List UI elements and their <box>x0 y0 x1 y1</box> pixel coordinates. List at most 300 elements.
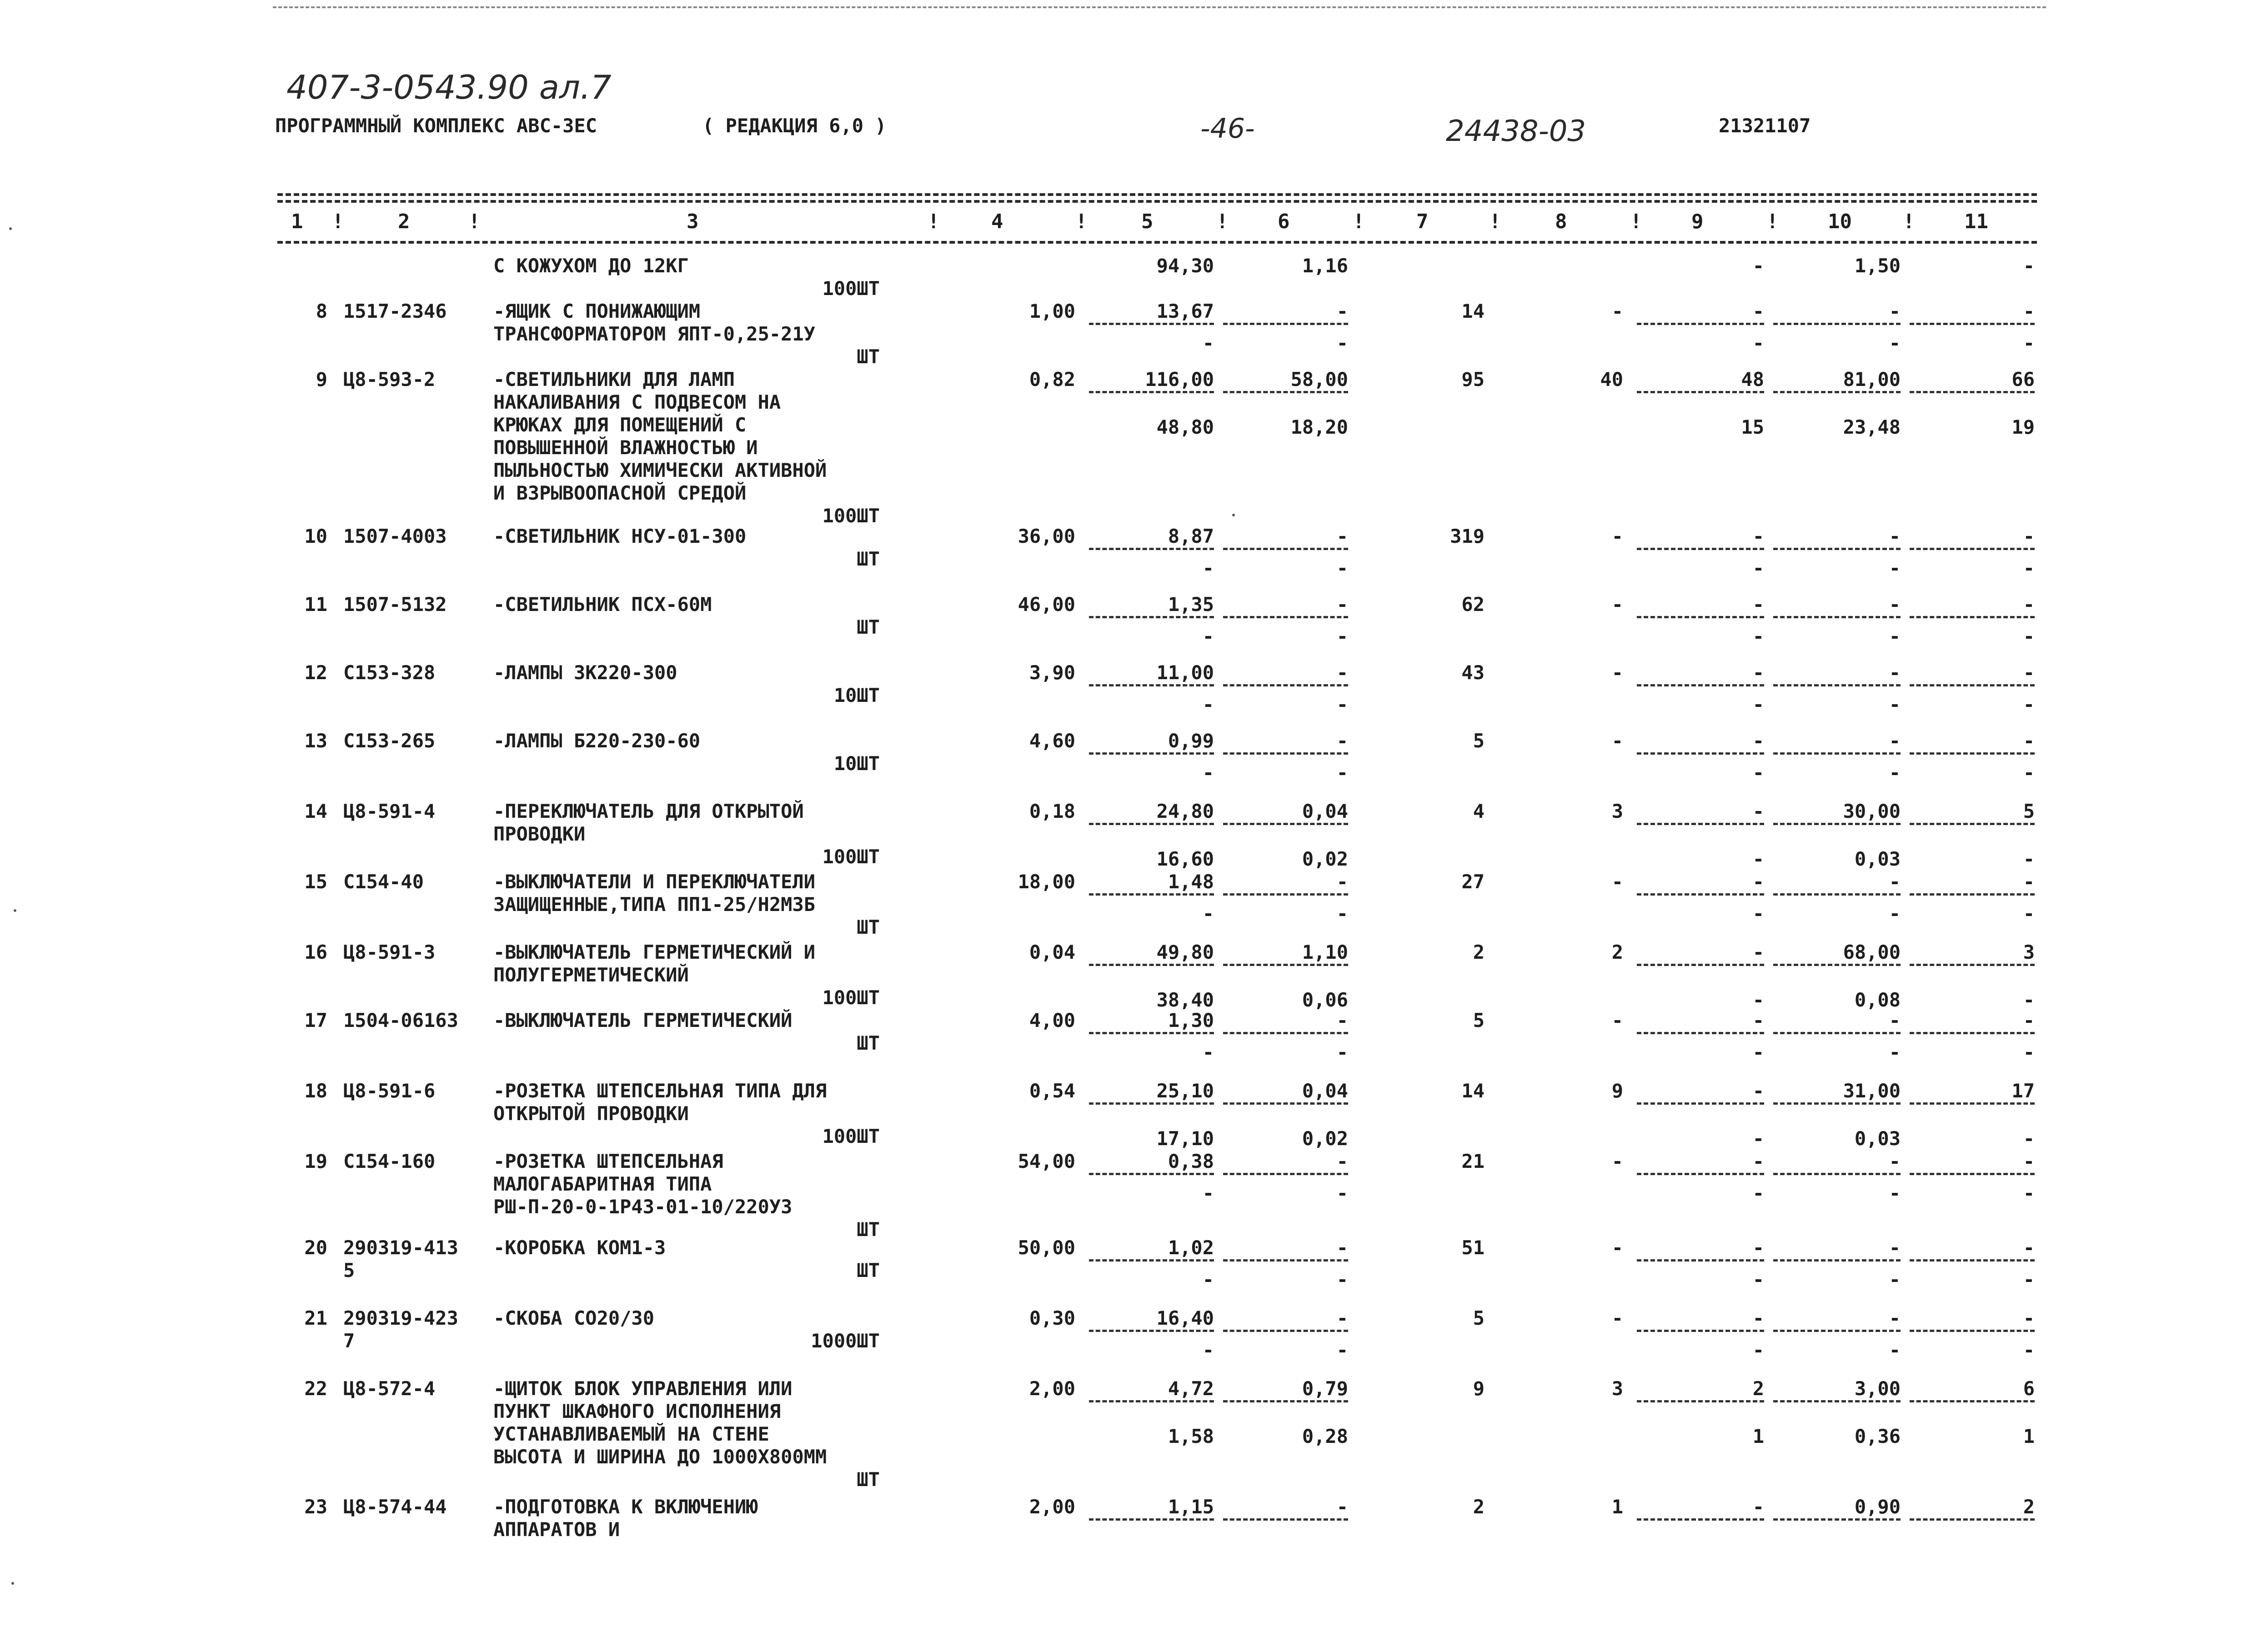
row-description: ПОВЫШЕННОЙ ВЛАЖНОСТЬЮ И <box>493 436 758 459</box>
col8-value: - <box>1611 871 1623 893</box>
col8-value: 2 <box>1611 941 1623 963</box>
col9-value: 48 <box>1741 368 1764 390</box>
row-number: 18 <box>304 1080 327 1102</box>
cell-underline <box>1223 1518 1348 1521</box>
handwritten-code: 407-3-0543.90 ал.7 <box>286 68 612 106</box>
col9-subvalue: - <box>1752 902 1764 925</box>
cell-underline <box>1637 1173 1764 1175</box>
cell-underline <box>1773 1032 1901 1034</box>
col9-value: - <box>1752 255 1764 277</box>
cell-underline <box>1637 1330 1764 1332</box>
col7-value: 319 <box>1450 525 1485 547</box>
row-code: С153-328 <box>343 661 436 684</box>
col7-value: 14 <box>1461 1080 1485 1102</box>
handwritten-doc-number: 24438-03 <box>1446 115 1586 148</box>
col11-subvalue: - <box>2023 332 2035 354</box>
col6-subvalue: - <box>1336 761 1348 784</box>
col7-value: 5 <box>1473 1009 1485 1031</box>
row-unit: 100ШТ <box>822 1125 880 1147</box>
col6-subvalue: 0,02 <box>1302 1127 1348 1150</box>
cell-underline <box>1089 1032 1214 1034</box>
col7-value: 51 <box>1461 1236 1485 1259</box>
row-code: 1507-5132 <box>343 593 447 616</box>
col11-value: - <box>2023 300 2035 322</box>
col11-value: - <box>2023 593 2035 616</box>
col5-subvalue: 38,40 <box>1156 989 1214 1011</box>
cell-underline <box>1773 1259 1901 1262</box>
col10-subvalue: - <box>1889 332 1901 354</box>
cell-underline <box>1910 1400 2035 1402</box>
col10-value: 0,90 <box>1854 1496 1901 1518</box>
scan-speck <box>1232 514 1235 516</box>
col10-value: 31,00 <box>1843 1080 1901 1102</box>
row-code: Ц8-591-4 <box>343 800 436 822</box>
row-description: УСТАНАВЛИВАЕМЫЙ НА СТЕНЕ <box>493 1423 769 1445</box>
row-code: 1507-4003 <box>343 525 447 547</box>
col10-subvalue: 0,03 <box>1854 1127 1901 1150</box>
col10-value: - <box>1889 730 1901 752</box>
col6-value: - <box>1336 525 1348 547</box>
col10-value: 3,00 <box>1854 1377 1901 1400</box>
row-code: Ц8-591-6 <box>343 1080 436 1102</box>
col6-value: 0,04 <box>1302 1080 1348 1102</box>
cell-underline <box>1910 1518 2035 1521</box>
col11-value: 17 <box>2011 1080 2035 1102</box>
row-description: -ПЕРЕКЛЮЧАТЕЛЬ ДЛЯ ОТКРЫТОЙ <box>493 800 804 822</box>
col5-subvalue: - <box>1202 332 1214 354</box>
col5-value: 24,80 <box>1156 800 1214 822</box>
col9-subvalue: - <box>1752 1041 1764 1063</box>
col9-value: - <box>1752 1307 1764 1329</box>
col4-value: 1,00 <box>1029 300 1075 322</box>
col11-subvalue: - <box>2023 848 2035 870</box>
col9-value: - <box>1752 1496 1764 1518</box>
col9-subvalue: - <box>1752 989 1764 1011</box>
row-description: -СВЕТИЛЬНИК НСУ-01-300 <box>493 525 747 547</box>
row-description: ПОЛУГЕРМЕТИЧЕСКИЙ <box>493 964 689 986</box>
row-description: КРЮКАХ ДЛЯ ПОМЕЩЕНИЙ С <box>493 414 747 436</box>
row-description: -ВЫКЛЮЧАТЕЛИ И ПЕРЕКЛЮЧАТЕЛИ <box>493 871 816 893</box>
col-header-11: 11 <box>1964 210 1988 233</box>
col8-value: 9 <box>1611 1080 1623 1102</box>
col9-value: - <box>1752 525 1764 547</box>
col9-value: - <box>1752 1009 1764 1031</box>
col8-value: - <box>1611 1236 1623 1259</box>
cell-underline <box>1637 964 1764 966</box>
row-description: С КОЖУХОМ ДО 12КГ <box>493 255 689 277</box>
cell-underline <box>1910 548 2035 550</box>
cell-underline <box>1089 391 1214 393</box>
col-header-sep: ! <box>468 210 481 233</box>
cell-underline <box>1773 752 1901 755</box>
col4-value: 0,04 <box>1029 941 1075 963</box>
cell-underline <box>1223 893 1348 896</box>
col5-subvalue: - <box>1202 1268 1214 1291</box>
cell-underline <box>1910 323 2035 325</box>
col7-value: 5 <box>1473 1307 1485 1329</box>
col5-subvalue: 48,80 <box>1156 416 1214 438</box>
col4-value: 0,18 <box>1029 800 1075 822</box>
cell-underline <box>1910 1330 2035 1332</box>
cell-underline <box>1773 1102 1901 1105</box>
col5-value: 0,38 <box>1168 1150 1214 1172</box>
col11-subvalue: - <box>2023 761 2035 784</box>
col6-value: 58,00 <box>1290 368 1348 390</box>
row-description: ТРАНСФОРМАТОРОМ ЯПТ-0,25-21У <box>493 323 816 345</box>
row-description: ПЫЛЬНОСТЬЮ ХИМИЧЕСКИ АКТИВНОЙ <box>493 459 827 481</box>
col9-value: 2 <box>1752 1377 1764 1400</box>
row-description: -ЛАМПЫ Б220-230-60 <box>493 730 701 752</box>
col9-subvalue: - <box>1752 1127 1764 1150</box>
cell-underline <box>1223 1330 1348 1332</box>
col5-value: 16,40 <box>1156 1307 1214 1329</box>
cell-underline <box>1089 1259 1214 1262</box>
col11-subvalue: 1 <box>2023 1425 2035 1447</box>
row-description: -РОЗЕТКА ШТЕПСЕЛЬНАЯ <box>493 1150 723 1172</box>
col10-subvalue: - <box>1889 761 1901 784</box>
cell-underline <box>1637 616 1764 618</box>
cell-underline <box>1223 1032 1348 1034</box>
row-number: 17 <box>304 1009 327 1031</box>
col6-subvalue: 18,20 <box>1290 416 1348 438</box>
cell-underline <box>1910 752 2035 755</box>
col9-subvalue: - <box>1752 848 1764 870</box>
col8-value: - <box>1611 661 1623 684</box>
cell-underline <box>1910 893 2035 896</box>
cell-underline <box>1223 323 1348 325</box>
col9-value: - <box>1752 871 1764 893</box>
cell-underline <box>1637 1032 1764 1034</box>
col10-subvalue: - <box>1889 902 1901 925</box>
col6-value: - <box>1336 593 1348 616</box>
cell-underline <box>1773 893 1901 896</box>
cell-underline <box>1223 684 1348 686</box>
cell-underline <box>1773 823 1901 825</box>
row-code: С154-160 <box>343 1150 436 1172</box>
col-header-9: 9 <box>1691 210 1704 233</box>
col10-subvalue: - <box>1889 1339 1901 1361</box>
col4-value: 54,00 <box>1018 1150 1075 1172</box>
row-unit: ШТ <box>857 1218 880 1241</box>
col8-value: - <box>1611 1009 1623 1031</box>
col6-subvalue: - <box>1336 693 1348 716</box>
col8-value: 3 <box>1611 800 1623 822</box>
row-number: 23 <box>304 1496 327 1518</box>
col6-value: 1,16 <box>1302 255 1348 277</box>
cell-underline <box>1910 823 2035 825</box>
col7-value: 14 <box>1461 300 1485 322</box>
cell-underline <box>1089 752 1214 755</box>
col11-subvalue: - <box>2023 693 2035 716</box>
cell-underline <box>1637 684 1764 686</box>
col9-value: - <box>1752 1150 1764 1172</box>
cell-underline <box>1773 1518 1901 1521</box>
row-code: 1504-06163 <box>343 1009 458 1031</box>
col4-value: 46,00 <box>1018 593 1075 616</box>
col9-subvalue: 15 <box>1741 416 1764 438</box>
row-number: 10 <box>304 525 327 547</box>
cell-underline <box>1223 1259 1348 1262</box>
row-code-continued: 5 <box>343 1259 355 1282</box>
row-number: 12 <box>304 661 327 684</box>
col4-value: 0,82 <box>1029 368 1075 390</box>
cell-underline <box>1223 964 1348 966</box>
col9-subvalue: - <box>1752 761 1764 784</box>
col5-subvalue: - <box>1202 761 1214 784</box>
cell-underline <box>1773 391 1901 393</box>
cell-underline <box>1773 616 1901 618</box>
cell-underline <box>1089 1518 1214 1521</box>
col10-subvalue: 0,08 <box>1854 989 1901 1011</box>
col11-value: - <box>2023 1150 2035 1172</box>
cell-underline <box>1637 752 1764 755</box>
cell-underline <box>1637 823 1764 825</box>
row-number: 15 <box>304 871 327 893</box>
col6-subvalue: - <box>1336 557 1348 579</box>
col6-subvalue: - <box>1336 1182 1348 1204</box>
row-unit: ШТ <box>857 345 880 368</box>
row-unit: ШТ <box>857 1468 880 1491</box>
col8-value: - <box>1611 730 1623 752</box>
col9-subvalue: - <box>1752 1339 1764 1361</box>
col-header-1: 1 <box>291 210 303 233</box>
col5-value: 116,00 <box>1145 368 1214 390</box>
row-code-continued: 7 <box>343 1330 355 1352</box>
cell-underline <box>1089 964 1214 966</box>
cell-underline <box>1773 548 1901 550</box>
col11-value: - <box>2023 1307 2035 1329</box>
col-header-8: 8 <box>1555 210 1567 233</box>
col11-value: 2 <box>2023 1496 2035 1518</box>
col8-value: - <box>1611 1307 1623 1329</box>
col6-subvalue: 0,28 <box>1302 1425 1348 1447</box>
col-header-sep: ! <box>1489 210 1501 233</box>
col5-subvalue: - <box>1202 1182 1214 1204</box>
col6-subvalue: - <box>1336 902 1348 925</box>
col5-subvalue: - <box>1202 625 1214 647</box>
cell-underline <box>1223 1173 1348 1175</box>
col5-subvalue: - <box>1202 557 1214 579</box>
col4-value: 4,60 <box>1029 730 1075 752</box>
col11-value: - <box>2023 1236 2035 1259</box>
cell-underline <box>1910 1032 2035 1034</box>
row-description: ПРОВОДКИ <box>493 823 586 845</box>
col-header-sep: ! <box>1903 210 1915 233</box>
col-header-3: 3 <box>687 210 699 233</box>
row-description: -СВЕТИЛЬНИКИ ДЛЯ ЛАМП <box>493 368 735 390</box>
row-description: ВЫСОТА И ШИРИНА ДО 1000Х800ММ <box>493 1446 827 1468</box>
row-code: С154-40 <box>343 871 424 893</box>
row-code: 290319-413 <box>343 1236 458 1259</box>
col6-value: 0,04 <box>1302 800 1348 822</box>
col9-subvalue: - <box>1752 1268 1764 1291</box>
col5-subvalue: 16,60 <box>1156 848 1214 870</box>
col10-value: - <box>1889 1307 1901 1329</box>
col5-value: 8,87 <box>1168 525 1214 547</box>
col11-value: 6 <box>2023 1377 2035 1400</box>
col6-subvalue: - <box>1336 332 1348 354</box>
col9-value: - <box>1752 800 1764 822</box>
col11-subvalue: - <box>2023 1041 2035 1063</box>
col-header-2: 2 <box>398 210 410 233</box>
row-code: Ц8-591-3 <box>343 941 436 963</box>
cell-underline <box>1910 1102 2035 1105</box>
row-code: Ц8-574-44 <box>343 1496 447 1518</box>
col10-value: 81,00 <box>1843 368 1901 390</box>
col5-subvalue: - <box>1202 1339 1214 1361</box>
col8-value: - <box>1611 1150 1623 1172</box>
col11-subvalue: - <box>2023 1127 2035 1150</box>
row-number: 21 <box>304 1307 327 1329</box>
row-description: -ЛАМПЫ ЗК220-300 <box>493 661 677 684</box>
col10-subvalue: - <box>1889 1268 1901 1291</box>
row-description: РШ-П-20-0-1Р43-01-10/220У3 <box>493 1196 792 1218</box>
col7-value: 9 <box>1473 1377 1485 1400</box>
col10-value: 1,50 <box>1854 255 1901 277</box>
col5-value: 4,72 <box>1168 1377 1214 1400</box>
col8-value: - <box>1611 593 1623 616</box>
col-header-sep: ! <box>928 210 940 233</box>
col5-subvalue: 1,58 <box>1168 1425 1214 1447</box>
col7-value: 2 <box>1473 941 1485 963</box>
scan-speck <box>11 1582 14 1585</box>
cell-underline <box>1223 1102 1348 1105</box>
col11-value: 66 <box>2011 368 2035 390</box>
cell-underline <box>1223 548 1348 550</box>
cell-underline <box>1089 1330 1214 1332</box>
col10-value: - <box>1889 1236 1901 1259</box>
col11-subvalue: - <box>2023 989 2035 1011</box>
col-header-sep: ! <box>1216 210 1229 233</box>
row-description: ЗАЩИЩЕННЫЕ,ТИПА ПП1-25/Н2М3Б <box>493 893 816 916</box>
col10-value: - <box>1889 1150 1901 1172</box>
col-header-sep: ! <box>1766 210 1779 233</box>
col9-value: - <box>1752 661 1764 684</box>
row-description: -СВЕТИЛЬНИК ПСХ-60М <box>493 593 712 616</box>
cell-underline <box>1910 391 2035 393</box>
col4-value: 0,54 <box>1029 1080 1075 1102</box>
row-number: 20 <box>304 1236 327 1259</box>
col11-subvalue: 19 <box>2011 416 2035 438</box>
row-description: И ВЗРЫВООПАСНОЙ СРЕДОЙ <box>493 482 747 504</box>
row-unit: 100ШТ <box>822 277 880 300</box>
col4-value: 36,00 <box>1018 525 1075 547</box>
col10-value: - <box>1889 661 1901 684</box>
cell-underline <box>1223 823 1348 825</box>
col-header-5: 5 <box>1141 210 1154 233</box>
cell-underline <box>1637 1400 1764 1402</box>
row-code: Ц8-572-4 <box>343 1377 436 1400</box>
col6-subvalue: 0,06 <box>1302 989 1348 1011</box>
col10-value: - <box>1889 593 1901 616</box>
col4-value: 2,00 <box>1029 1496 1075 1518</box>
col4-value: 18,00 <box>1018 871 1075 893</box>
col5-value: 1,15 <box>1168 1496 1214 1518</box>
cell-underline <box>1773 1173 1901 1175</box>
row-unit: ШТ <box>857 1259 880 1282</box>
col6-subvalue: - <box>1336 1041 1348 1063</box>
col11-value: - <box>2023 871 2035 893</box>
cell-underline <box>1637 893 1764 896</box>
col5-value: 1,30 <box>1168 1009 1214 1031</box>
cell-underline <box>1773 684 1901 686</box>
col9-subvalue: 1 <box>1752 1425 1764 1447</box>
row-description: -ЯЩИК С ПОНИЖАЮЩИМ <box>493 300 701 322</box>
cell-underline <box>1089 684 1214 686</box>
col6-value: 1,10 <box>1302 941 1348 963</box>
row-unit: 100ШТ <box>822 505 880 527</box>
row-description: ОТКРЫТОЙ ПРОВОДКИ <box>493 1102 689 1125</box>
col5-value: 94,30 <box>1156 255 1214 277</box>
cell-underline <box>1773 1400 1901 1402</box>
row-description: -РОЗЕТКА ШТЕПСЕЛЬНАЯ ТИПА ДЛЯ <box>493 1080 827 1102</box>
col10-subvalue: - <box>1889 693 1901 716</box>
row-unit: ШТ <box>857 916 880 938</box>
row-description: ПУНКТ ШКАФНОГО ИСПОЛНЕНИЯ <box>493 1400 781 1422</box>
col6-value: - <box>1336 1009 1348 1031</box>
row-description: -СКОБА СО20/30 <box>493 1307 655 1329</box>
col-header-sep: ! <box>1353 210 1365 233</box>
col11-subvalue: - <box>2023 625 2035 647</box>
col11-subvalue: - <box>2023 1182 2035 1204</box>
cell-underline <box>1637 1102 1764 1105</box>
row-unit: ШТ <box>857 1032 880 1054</box>
row-code: 290319-423 <box>343 1307 458 1329</box>
col10-value: - <box>1889 300 1901 322</box>
col9-value: - <box>1752 593 1764 616</box>
col-header-10: 10 <box>1828 210 1852 233</box>
row-number: 11 <box>304 593 327 616</box>
col11-value: - <box>2023 525 2035 547</box>
col10-subvalue: - <box>1889 1041 1901 1063</box>
cell-underline <box>1773 323 1901 325</box>
col8-value: - <box>1611 525 1623 547</box>
row-unit: 100ШТ <box>822 986 880 1009</box>
col5-value: 25,10 <box>1156 1080 1214 1102</box>
cell-underline <box>1089 323 1214 325</box>
row-unit: 100ШТ <box>822 846 880 868</box>
col10-value: - <box>1889 1009 1901 1031</box>
row-description: -ПОДГОТОВКА К ВКЛЮЧЕНИЮ <box>493 1496 758 1518</box>
col6-value: 0,79 <box>1302 1377 1348 1400</box>
col5-value: 1,02 <box>1168 1236 1214 1259</box>
col5-value: 0,99 <box>1168 730 1214 752</box>
col9-subvalue: - <box>1752 693 1764 716</box>
row-description: -КОРОБКА КОМ1-3 <box>493 1236 666 1259</box>
col10-subvalue: 0,03 <box>1854 848 1901 870</box>
program-title: ПРОГРАММНЫЙ КОМПЛЕКС АВС-ЗЕС <box>275 115 597 137</box>
col10-subvalue: - <box>1889 1182 1901 1204</box>
cell-underline <box>1910 1173 2035 1175</box>
col10-value: - <box>1889 871 1901 893</box>
cell-underline <box>1773 964 1901 966</box>
cell-underline <box>1089 616 1214 618</box>
col-header-6: 6 <box>1278 210 1290 233</box>
scan-speck <box>14 909 16 912</box>
col7-value: 43 <box>1461 661 1485 684</box>
row-number: 22 <box>304 1377 327 1400</box>
col8-value: - <box>1611 300 1623 322</box>
cell-underline <box>1910 616 2035 618</box>
row-code: 1517-2346 <box>343 300 447 322</box>
cell-underline <box>1910 1259 2035 1262</box>
edition-label: ( РЕДАКЦИЯ 6,0 ) <box>702 115 887 137</box>
cell-underline <box>1089 823 1214 825</box>
col6-value: - <box>1336 1307 1348 1329</box>
col5-value: 11,00 <box>1156 661 1214 684</box>
col6-subvalue: - <box>1336 1339 1348 1361</box>
cell-underline <box>1910 964 2035 966</box>
